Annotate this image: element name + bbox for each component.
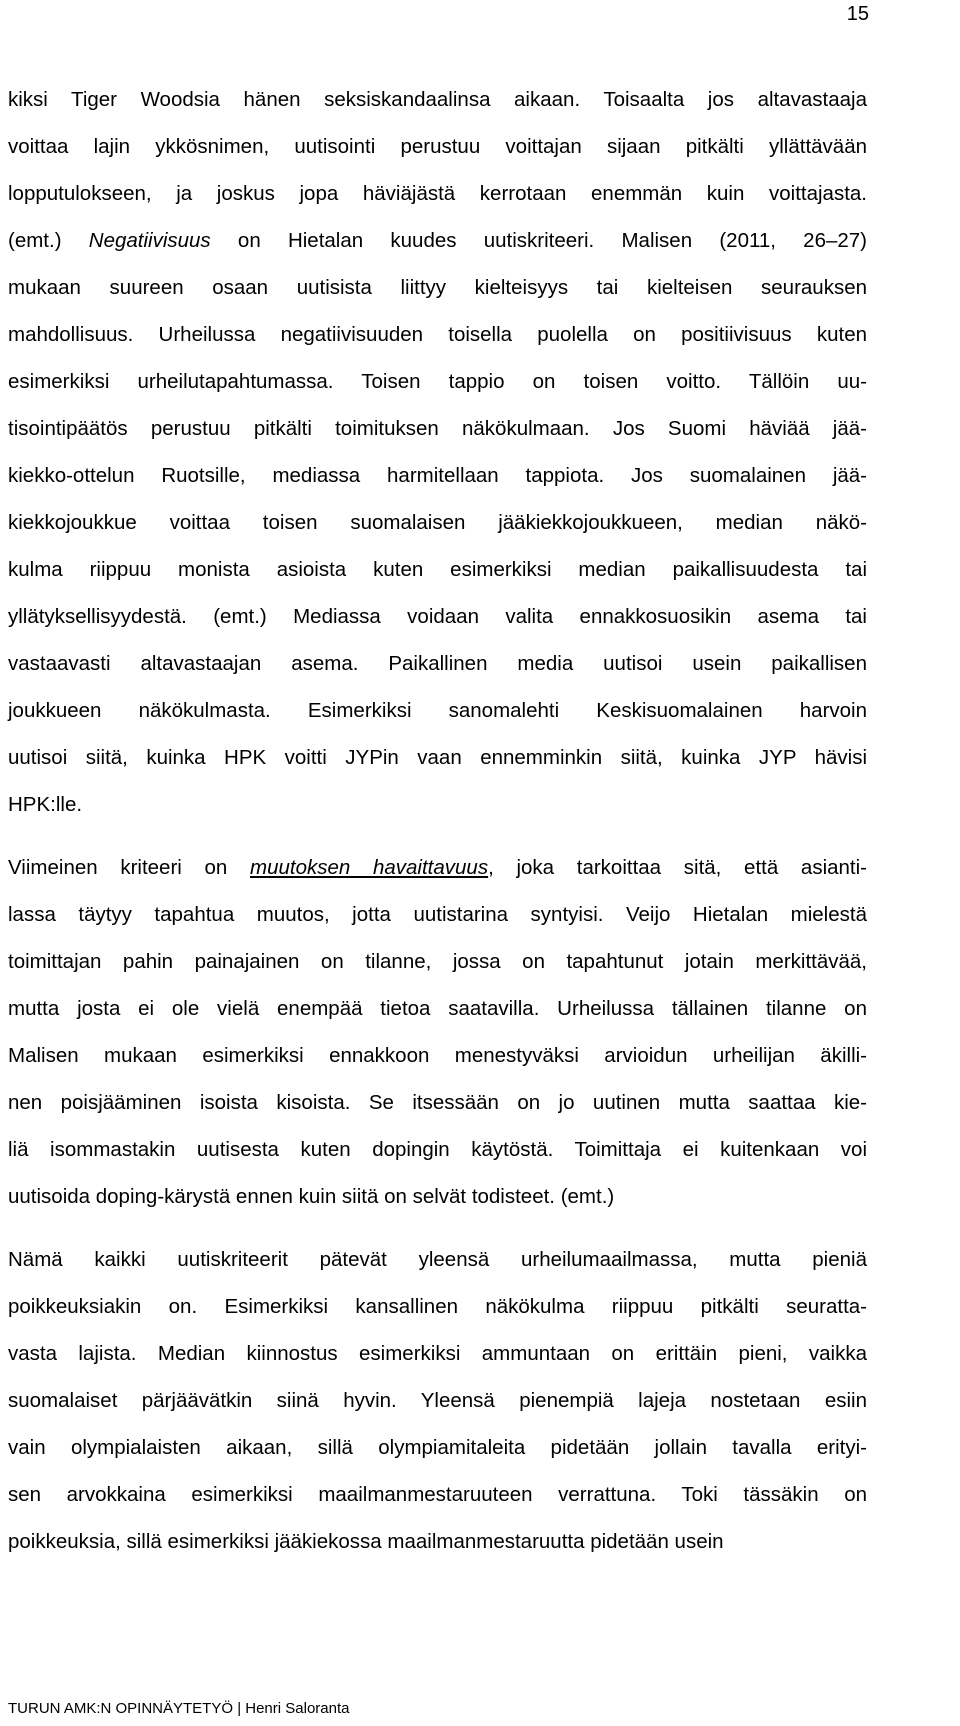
text-line (8, 123, 867, 170)
text-span: liä isommastakin uutisesta kuten dopingin käytöstä. Toimittaja ei kuitenkaan voi (8, 1138, 867, 1161)
text-line (8, 1283, 867, 1330)
text-line (8, 311, 867, 358)
text-line (8, 1377, 867, 1424)
text-span: mukaan suureen osaan uutisista liittyy kielteisyys tai kielteisen seurauksen (8, 276, 867, 299)
text-line (8, 546, 867, 593)
text-span: sen arvokkaina esimerkiksi maailmanmestaruuteen verrattuna. Toki tässäkin on (8, 1483, 867, 1506)
text-line (8, 264, 867, 311)
text-span: lopputulokseen, ja joskus jopa häviäjästä kerrotaan enemmän kuin voittajasta. (8, 182, 867, 205)
text-span: Nämä kaikki uutiskriteerit pätevät yleensä urheilumaailmassa, mutta pieniä (8, 1248, 867, 1271)
text-span: Viimeinen kriteeri on (8, 856, 251, 879)
text-span: suomalaiset pärjäävätkin siinä hyvin. Yleensä pienempiä lajeja nostetaan esiin (8, 1389, 867, 1412)
paragraph-spacer (8, 828, 867, 844)
text-span: poikkeuksiakin on. Esimerkiksi kansallinen näkökulma riippuu pitkälti seuratta- (8, 1295, 867, 1318)
text-span: uutisoi siitä, kuinka HPK voitti JYPin vaan ennemminkin siitä, kuinka JYP hävisi (8, 746, 867, 769)
text-line (8, 1424, 867, 1471)
text-span: (emt.) (8, 229, 89, 252)
emphasis-text: Negatiivisuus (88, 229, 211, 252)
text-line (8, 593, 867, 640)
paragraph (8, 76, 867, 828)
text-span: kulma riippuu monista asioista kuten esimerkiksi median paikallisuudesta tai (8, 558, 867, 581)
text-span: kiekkojoukkue voittaa toisen suomalaisen jääkiekkojoukkueen, median näkö- (8, 511, 867, 534)
text-span: mahdollisuus. Urheilussa negatiivisuuden toisella puolella on positiivisuus kuten (8, 323, 867, 346)
text-line (8, 1079, 867, 1126)
text-span: , joka tarkoittaa sitä, että asianti- (488, 856, 868, 879)
text-span: joukkueen näkökulmasta. Esimerkiksi sanomalehti Keskisuomalainen harvoin (8, 699, 867, 722)
text-line (8, 1173, 867, 1220)
text-line (8, 76, 867, 123)
text-span: lassa täytyy tapahtua muutos, jotta uutistarina syntyisi. Veijo Hietalan mielestä (8, 903, 867, 926)
text-span: mutta josta ei ole vielä enempää tietoa saatavilla. Urheilussa tällainen tilanne on (8, 997, 867, 1020)
text-span: uutisoida doping-kärystä ennen kuin siitä on selvät todisteet. (emt.) (8, 1185, 615, 1208)
paragraph (8, 1236, 867, 1565)
text-line (8, 217, 867, 264)
text-span: esimerkiksi urheilutapahtumassa. Toisen tappio on toisen voitto. Tällöin uu- (8, 370, 867, 393)
text-span: vasta lajista. Median kiinnostus esimerkiksi ammuntaan on erittäin pieni, vaikka (8, 1342, 867, 1365)
text-span: HPK:lle. (8, 793, 83, 816)
text-line (8, 734, 867, 781)
body-text (8, 76, 867, 1565)
text-line (8, 985, 867, 1032)
text-line (8, 891, 867, 938)
text-line (8, 452, 867, 499)
text-span: Malisen mukaan esimerkiksi ennakkoon menestyväksi arvioidun urheilijan äkilli- (8, 1044, 867, 1067)
text-span: yllätyksellisyydestä. (emt.) Mediassa voidaan valita ennakkosuosikin asema tai (8, 605, 867, 628)
text-span: vastaavasti altavastaajan asema. Paikallinen media uutisoi usein paikallisen (8, 652, 867, 675)
text-span: voittaa lajin ykkösnimen, uutisointi perustuu voittajan sijaan pitkälti yllättävään (8, 135, 867, 158)
text-line (8, 938, 867, 985)
text-line (8, 1330, 867, 1377)
text-line (8, 687, 867, 734)
text-span: toimittajan pahin painajainen on tilanne, jossa on tapahtunut jotain merkittävää, (8, 950, 867, 973)
paragraph (8, 844, 867, 1220)
text-line (8, 358, 867, 405)
text-line (8, 499, 867, 546)
text-span: nen poisjääminen isoista kisoista. Se itsessään on jo uutinen mutta saattaa kie- (8, 1091, 867, 1114)
text-line (8, 405, 867, 452)
page-number: 15 (846, 3, 869, 25)
paragraph-spacer (8, 1220, 867, 1236)
text-line (8, 781, 867, 828)
text-line (8, 1471, 867, 1518)
text-span: kiksi Tiger Woodsia hänen seksiskandaalinsa aikaan. Toisaalta jos altavastaaja (8, 88, 867, 111)
page-footer: TURUN AMK:N OPINNÄYTETYÖ | Henri Saloranta (8, 1700, 350, 1717)
text-span: kiekko-ottelun Ruotsille, mediassa harmitellaan tappiota. Jos suomalainen jää- (8, 464, 867, 487)
text-line (8, 1032, 867, 1079)
text-line (8, 844, 867, 891)
text-span: vain olympialaisten aikaan, sillä olympiamitaleita pidetään jollain tavalla erityi- (8, 1436, 867, 1459)
emphasis-text: muutoksen havaittavuus (250, 856, 489, 879)
text-span: tisointipäätös perustuu pitkälti toimituksen näkökulmaan. Jos Suomi häviää jää- (8, 417, 867, 440)
text-span: on Hietalan kuudes uutiskriteeri. Malisen (2011, 26–27) (210, 229, 868, 252)
text-line (8, 1518, 867, 1565)
text-line (8, 1126, 867, 1173)
text-line (8, 1236, 867, 1283)
text-line (8, 640, 867, 687)
text-line (8, 170, 867, 217)
text-span: poikkeuksia, sillä esimerkiksi jääkiekossa maailmanmestaruutta pidetään usein (8, 1530, 724, 1553)
